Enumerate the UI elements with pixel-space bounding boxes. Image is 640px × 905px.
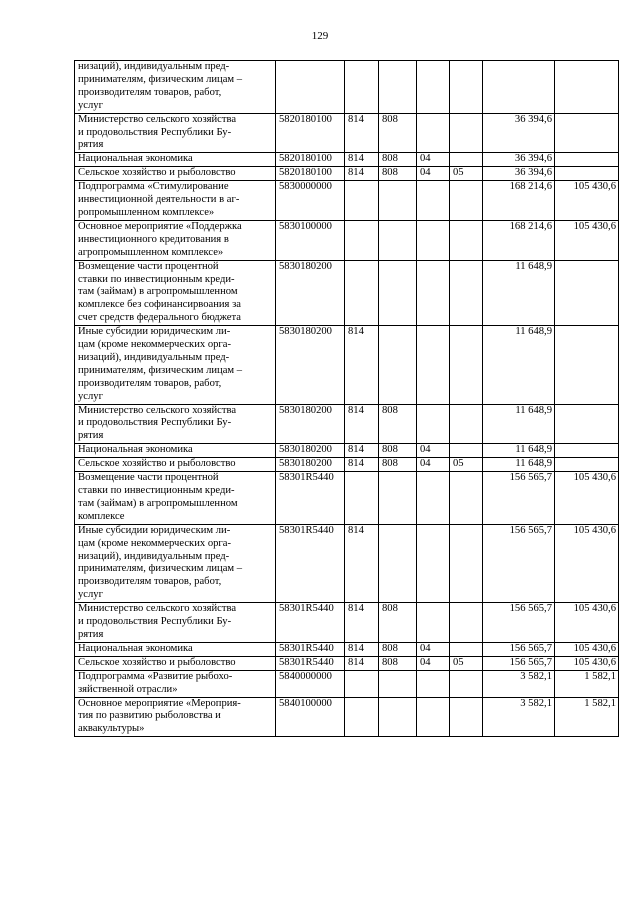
row-code-cell: 5830180200 <box>276 458 345 472</box>
row-amount2-cell: 105 430,6 <box>555 603 619 643</box>
row-col3-cell <box>417 181 450 221</box>
row-name-line: и продовольствия Республики Бу- <box>78 417 232 429</box>
row-amount1-cell: 11 648,9 <box>483 444 555 458</box>
table-row <box>75 153 619 167</box>
row-name-cell <box>75 444 276 458</box>
row-name-line: производителям товаров, работ, <box>78 377 222 389</box>
row-amount1-cell: 36 394,6 <box>483 113 555 153</box>
table-row <box>75 113 619 153</box>
row-name-cell <box>75 472 276 525</box>
row-code-cell: 5820180100 <box>276 167 345 181</box>
row-amount1-cell: 11 648,9 <box>483 404 555 444</box>
row-amount1-cell: 36 394,6 <box>483 167 555 181</box>
row-col1-cell: 814 <box>345 642 379 656</box>
row-amount1-cell: 156 565,7 <box>483 656 555 670</box>
row-code-cell <box>276 61 345 114</box>
row-col1-cell <box>345 61 379 114</box>
row-code-cell: 5830180200 <box>276 444 345 458</box>
row-col3-cell <box>417 524 450 602</box>
row-name-cell <box>75 603 276 643</box>
row-col3-cell: 04 <box>417 444 450 458</box>
row-name-cell <box>75 697 276 737</box>
row-col4-cell <box>450 181 483 221</box>
row-name-line: Министерство сельского хозяйства <box>78 404 237 416</box>
row-name-line: Иные субсидии юридическим ли- <box>78 326 231 338</box>
row-name-line: Иные субсидии юридическим ли- <box>78 524 231 536</box>
row-name-line: тия по развитию рыболовства и <box>78 710 221 722</box>
row-col2-cell: 808 <box>379 444 417 458</box>
row-name-cell <box>75 642 276 656</box>
row-col2-cell: 808 <box>379 113 417 153</box>
row-name-line: услуг <box>78 99 103 111</box>
row-col4-cell <box>450 404 483 444</box>
row-amount2-cell: 105 430,6 <box>555 472 619 525</box>
row-name-line: низаций), индивидуальным пред- <box>78 550 230 562</box>
row-name-cell <box>75 181 276 221</box>
row-col1-cell: 814 <box>345 656 379 670</box>
row-col4-cell: 05 <box>450 656 483 670</box>
row-name-line: агропромышленном комплексе» <box>78 246 224 258</box>
row-name-line: Сельское хозяйство и рыболовство <box>78 458 236 470</box>
row-name-line: Подпрограмма «Развитие рыбохо- <box>78 670 233 682</box>
row-name-line: там (займам) в агропромышленном <box>78 497 238 509</box>
table-row <box>75 260 619 326</box>
row-amount2-cell <box>555 61 619 114</box>
row-col2-cell: 808 <box>379 458 417 472</box>
row-col3-cell <box>417 472 450 525</box>
row-col4-cell <box>450 524 483 602</box>
row-code-cell: 5840000000 <box>276 670 345 697</box>
row-amount1-cell: 11 648,9 <box>483 260 555 326</box>
row-name-cell <box>75 61 276 114</box>
budget-table <box>74 60 619 737</box>
table-row <box>75 220 619 260</box>
row-name-line: инвестиционной деятельности в аг- <box>78 194 240 206</box>
row-col1-cell <box>345 670 379 697</box>
table-row <box>75 444 619 458</box>
row-code-cell: 58301R5440 <box>276 642 345 656</box>
row-col2-cell <box>379 181 417 221</box>
row-col2-cell <box>379 326 417 404</box>
row-col1-cell: 814 <box>345 167 379 181</box>
row-amount2-cell <box>555 444 619 458</box>
row-col4-cell: 05 <box>450 167 483 181</box>
table-row <box>75 181 619 221</box>
row-amount1-cell: 36 394,6 <box>483 153 555 167</box>
row-name-cell <box>75 113 276 153</box>
row-col1-cell: 814 <box>345 524 379 602</box>
row-name-line: рятия <box>78 139 104 151</box>
row-col3-cell: 04 <box>417 153 450 167</box>
row-col2-cell: 808 <box>379 153 417 167</box>
row-col4-cell <box>450 697 483 737</box>
row-name-line: ставки по инвестиционным креди- <box>78 273 235 285</box>
row-name-line: Министерство сельского хозяйства <box>78 603 237 615</box>
row-col2-cell <box>379 670 417 697</box>
row-name-line: аквакультуры» <box>78 723 145 735</box>
row-amount1-cell: 11 648,9 <box>483 458 555 472</box>
row-name-cell <box>75 326 276 404</box>
row-col3-cell: 04 <box>417 642 450 656</box>
row-amount2-cell <box>555 153 619 167</box>
row-amount1-cell: 3 582,1 <box>483 670 555 697</box>
row-name-line: рятия <box>78 628 104 640</box>
row-amount1-cell: 156 565,7 <box>483 472 555 525</box>
row-col2-cell <box>379 697 417 737</box>
row-col1-cell: 814 <box>345 458 379 472</box>
row-name-line: Основное мероприятие «Поддержка <box>78 220 242 232</box>
row-name-line: Сельское хозяйство и рыболовство <box>78 656 236 668</box>
row-col3-cell <box>417 603 450 643</box>
row-name-line: цам (кроме некоммерческих орга- <box>78 537 231 549</box>
row-name-cell <box>75 167 276 181</box>
row-col4-cell <box>450 444 483 458</box>
row-col2-cell <box>379 524 417 602</box>
row-col1-cell <box>345 260 379 326</box>
row-amount2-cell: 1 582,1 <box>555 697 619 737</box>
row-amount2-cell <box>555 458 619 472</box>
table-row <box>75 656 619 670</box>
row-name-line: Национальная экономика <box>78 153 193 165</box>
row-col2-cell: 808 <box>379 404 417 444</box>
row-name-line: инвестиционного кредитования в <box>78 233 229 245</box>
table-row <box>75 697 619 737</box>
row-name-line: ставки по инвестиционным креди- <box>78 485 235 496</box>
row-code-cell: 58301R5440 <box>276 472 345 525</box>
table-row <box>75 472 619 525</box>
row-col3-cell <box>417 404 450 444</box>
row-name-cell <box>75 220 276 260</box>
row-name-cell <box>75 260 276 326</box>
row-name-line: цам (кроме некоммерческих орга- <box>78 339 231 351</box>
table-row <box>75 61 619 114</box>
row-col4-cell <box>450 61 483 114</box>
row-name-line: Возмещение части процентной <box>78 472 219 484</box>
row-name-line: счет средств федерального бюджета <box>78 312 241 324</box>
row-col1-cell: 814 <box>345 326 379 404</box>
row-col4-cell <box>450 260 483 326</box>
row-code-cell: 58301R5440 <box>276 524 345 602</box>
row-code-cell: 5840100000 <box>276 697 345 737</box>
row-col3-cell <box>417 61 450 114</box>
row-col2-cell: 808 <box>379 167 417 181</box>
row-amount2-cell <box>555 326 619 404</box>
row-col3-cell <box>417 113 450 153</box>
row-name-line: принимателям, физическим лицам – <box>78 364 243 376</box>
row-name-cell <box>75 656 276 670</box>
row-name-cell <box>75 670 276 697</box>
row-amount2-cell <box>555 404 619 444</box>
row-col4-cell <box>450 670 483 697</box>
row-name-line: и продовольствия Республики Бу- <box>78 126 232 138</box>
row-col3-cell: 04 <box>417 458 450 472</box>
row-name-line: Основное мероприятие «Мероприя- <box>78 697 241 709</box>
table-row <box>75 326 619 404</box>
row-name-line: принимателям, физическим лицам – <box>78 563 243 575</box>
budget-table-body <box>75 61 619 737</box>
page-number: 129 <box>311 30 329 42</box>
row-name-line: низаций), индивидуальным пред- <box>78 61 230 72</box>
row-name-line: Подпрограмма «Стимулирование <box>78 181 229 193</box>
row-col3-cell <box>417 220 450 260</box>
row-code-cell: 5830000000 <box>276 181 345 221</box>
row-code-cell: 58301R5440 <box>276 656 345 670</box>
row-col4-cell <box>450 603 483 643</box>
row-col3-cell <box>417 326 450 404</box>
row-col1-cell: 814 <box>345 153 379 167</box>
row-amount1-cell: 11 648,9 <box>483 326 555 404</box>
row-name-line: Сельское хозяйство и рыболовство <box>78 167 236 179</box>
row-amount1-cell: 3 582,1 <box>483 697 555 737</box>
row-col1-cell: 814 <box>345 603 379 643</box>
row-name-line: производителям товаров, работ, <box>78 576 222 588</box>
table-row <box>75 404 619 444</box>
row-name-line: услуг <box>78 589 103 601</box>
row-name-line: низаций), индивидуальным пред- <box>78 351 230 363</box>
row-col2-cell <box>379 472 417 525</box>
row-col3-cell: 04 <box>417 656 450 670</box>
row-col2-cell <box>379 220 417 260</box>
row-col4-cell <box>450 326 483 404</box>
row-col3-cell <box>417 697 450 737</box>
row-name-cell <box>75 153 276 167</box>
row-amount2-cell <box>555 167 619 181</box>
row-name-cell <box>75 458 276 472</box>
row-amount1-cell: 156 565,7 <box>483 642 555 656</box>
row-amount2-cell: 1 582,1 <box>555 670 619 697</box>
row-col1-cell: 814 <box>345 404 379 444</box>
row-col3-cell <box>417 670 450 697</box>
row-code-cell: 5830100000 <box>276 220 345 260</box>
table-row <box>75 524 619 602</box>
row-amount2-cell: 105 430,6 <box>555 220 619 260</box>
table-row <box>75 670 619 697</box>
row-amount2-cell: 105 430,6 <box>555 656 619 670</box>
row-name-cell <box>75 404 276 444</box>
row-name-line: комплексе <box>78 510 125 522</box>
row-code-cell: 5830180200 <box>276 404 345 444</box>
row-col4-cell <box>450 113 483 153</box>
row-amount2-cell <box>555 260 619 326</box>
row-col4-cell <box>450 153 483 167</box>
row-col4-cell <box>450 220 483 260</box>
row-col1-cell <box>345 220 379 260</box>
row-name-line: зяйственной отрасли» <box>78 683 178 695</box>
table-row <box>75 167 619 181</box>
table-row <box>75 458 619 472</box>
row-col3-cell: 04 <box>417 167 450 181</box>
row-name-line: рятия <box>78 430 104 442</box>
row-col1-cell <box>345 697 379 737</box>
row-col2-cell <box>379 61 417 114</box>
row-name-line: производителям товаров, работ, <box>78 86 222 98</box>
row-col1-cell: 814 <box>345 444 379 458</box>
row-col2-cell: 808 <box>379 656 417 670</box>
row-col1-cell: 814 <box>345 113 379 153</box>
row-amount2-cell: 105 430,6 <box>555 642 619 656</box>
table-row <box>75 642 619 656</box>
row-name-line: ропромышленном комплексе» <box>78 206 215 218</box>
row-amount1-cell: 168 214,6 <box>483 181 555 221</box>
table-row <box>75 603 619 643</box>
row-col2-cell: 808 <box>379 603 417 643</box>
row-name-line: комплексе без софинансирвоания за <box>78 299 241 311</box>
row-amount1-cell: 168 214,6 <box>483 220 555 260</box>
row-col1-cell <box>345 472 379 525</box>
row-name-line: Министерство сельского хозяйства <box>78 113 237 125</box>
row-col3-cell <box>417 260 450 326</box>
row-name-line: услуг <box>78 390 103 402</box>
row-amount1-cell <box>483 61 555 114</box>
row-code-cell: 58301R5440 <box>276 603 345 643</box>
row-amount2-cell: 105 430,6 <box>555 181 619 221</box>
row-col2-cell: 808 <box>379 642 417 656</box>
row-amount2-cell: 105 430,6 <box>555 524 619 602</box>
row-code-cell: 5830180200 <box>276 260 345 326</box>
row-amount1-cell: 156 565,7 <box>483 524 555 602</box>
row-name-line: и продовольствия Республики Бу- <box>78 616 232 628</box>
row-name-line: Национальная экономика <box>78 444 193 456</box>
row-col4-cell: 05 <box>450 458 483 472</box>
row-name-line: принимателям, физическим лицам – <box>78 73 243 85</box>
row-col4-cell <box>450 472 483 525</box>
row-col1-cell <box>345 181 379 221</box>
row-amount2-cell <box>555 113 619 153</box>
row-col4-cell <box>450 642 483 656</box>
row-amount1-cell: 156 565,7 <box>483 603 555 643</box>
row-code-cell: 5820180100 <box>276 153 345 167</box>
row-name-line: Возмещение части процентной <box>78 260 219 272</box>
row-name-line: Национальная экономика <box>78 642 193 654</box>
row-name-line: там (займам) в агропромышленном <box>78 286 238 298</box>
row-code-cell: 5820180100 <box>276 113 345 153</box>
row-name-cell <box>75 524 276 602</box>
row-col2-cell <box>379 260 417 326</box>
row-code-cell: 5830180200 <box>276 326 345 404</box>
